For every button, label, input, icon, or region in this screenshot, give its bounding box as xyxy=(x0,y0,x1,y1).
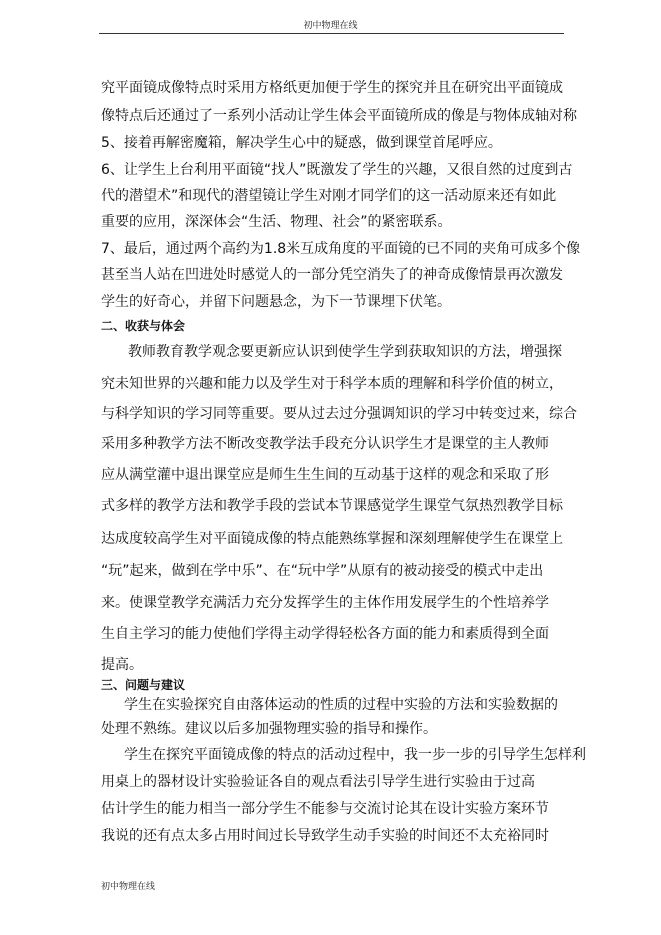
text-line: 究平面镜成像特点时采用方格纸更加便于学生的探究并且在研究出平面镜成 xyxy=(101,80,563,96)
text-line: 与科学知识的学习同等重要。要从过去过分强调知识的学习中转变过来，综合 xyxy=(101,406,577,422)
header-title: 初中物理在线 xyxy=(303,21,358,31)
text-line: 采用多种教学方法不断改变教学法手段充分认识学生才是课堂的主人教师 xyxy=(101,436,549,452)
text-line: 处理不熟练。建议以后多加强物理实验的指导和操作。 xyxy=(101,721,437,737)
text-line: 学生在实验探究自由落体运动的性质的过程中实验的方法和实验数据的 xyxy=(124,697,558,713)
text-line: 像特点后还通过了一系列小活动让学生体会平面镜所成的像是与物体成轴对称 xyxy=(101,108,577,124)
text-line: 7、最后，通过两个高约为1.8米互成角度的平面镜的已不同的夹角可成多个像 xyxy=(101,241,581,257)
text-line: 重要的应用，深深体会“生活、物理、社会”的紧密联系。 xyxy=(101,214,452,230)
text-line: 究未知世界的兴趣和能力以及学生对于科学本质的理解和科学价值的树立， xyxy=(101,376,563,392)
text-line: 5、接着再解密魔箱，解决学生心中的疑惑，做到课堂首尾呼应。 xyxy=(101,135,502,151)
text-line: 提高。 xyxy=(101,657,143,673)
text-line: 达成度较高学生对平面镜成像的特点能熟练掌握和深刻理解使学生在课堂上 xyxy=(101,531,563,547)
text-line: 学生的好奇心，并留下问题悬念，为下一节课埋下伏笔。 xyxy=(101,294,451,310)
text-line: 式多样的教学方法和教学手段的尝试本节课感觉学生课堂气氛热烈教学目标 xyxy=(101,498,563,514)
section-heading-harvest: 二、收获与体会 xyxy=(101,319,186,333)
text-line: 生自主学习的能力使他们学得主动学得轻松各方面的能力和素质得到全面 xyxy=(101,626,549,642)
text-line: 6、让学生上台利用平面镜“找人”既激发了学生的兴趣，又很自然的过度到古 xyxy=(101,162,573,178)
text-line: “玩”起来，做到在学中乐”、在“玩中学”从原有的被动接受的模式中走出 xyxy=(101,563,544,579)
header-divider xyxy=(99,33,564,34)
text-line: 我说的还有点太多占用时间过长导致学生动手实验的时间还不太充裕同时 xyxy=(101,828,549,844)
section-heading-issues: 三、问题与建议 xyxy=(101,678,186,692)
text-line: 学生在探究平面镜成像的特点的活动过程中，我一步一步的引导学生怎样利 xyxy=(124,747,586,763)
footer-text: 初中物理在线 xyxy=(101,882,156,892)
text-line: 估计学生的能力相当一部分学生不能参与交流讨论其在设计实验方案环节 xyxy=(101,801,549,817)
text-line: 代的潜望术”和现代的潜望镜让学生对刚才同学们的这一活动原来还有如此 xyxy=(101,188,557,204)
text-line: 用桌上的器材设计实验验证各自的观点看法引导学生进行实验由于过高 xyxy=(101,774,535,790)
text-line: 应从满堂灌中退出课堂应是师生生生间的互动基于这样的观念和采取了形 xyxy=(101,467,549,483)
text-line: 甚至当人站在凹进处时感觉人的一部分凭空消失了的神奇成像情景再次激发 xyxy=(101,267,563,283)
text-line: 来。使课堂教学充满活力充分发挥学生的主体作用发展学生的个性培养学 xyxy=(101,595,549,611)
text-line: 教师教育教学观念要更新应认识到使学生学到获取知识的方法，增强探 xyxy=(128,344,562,360)
